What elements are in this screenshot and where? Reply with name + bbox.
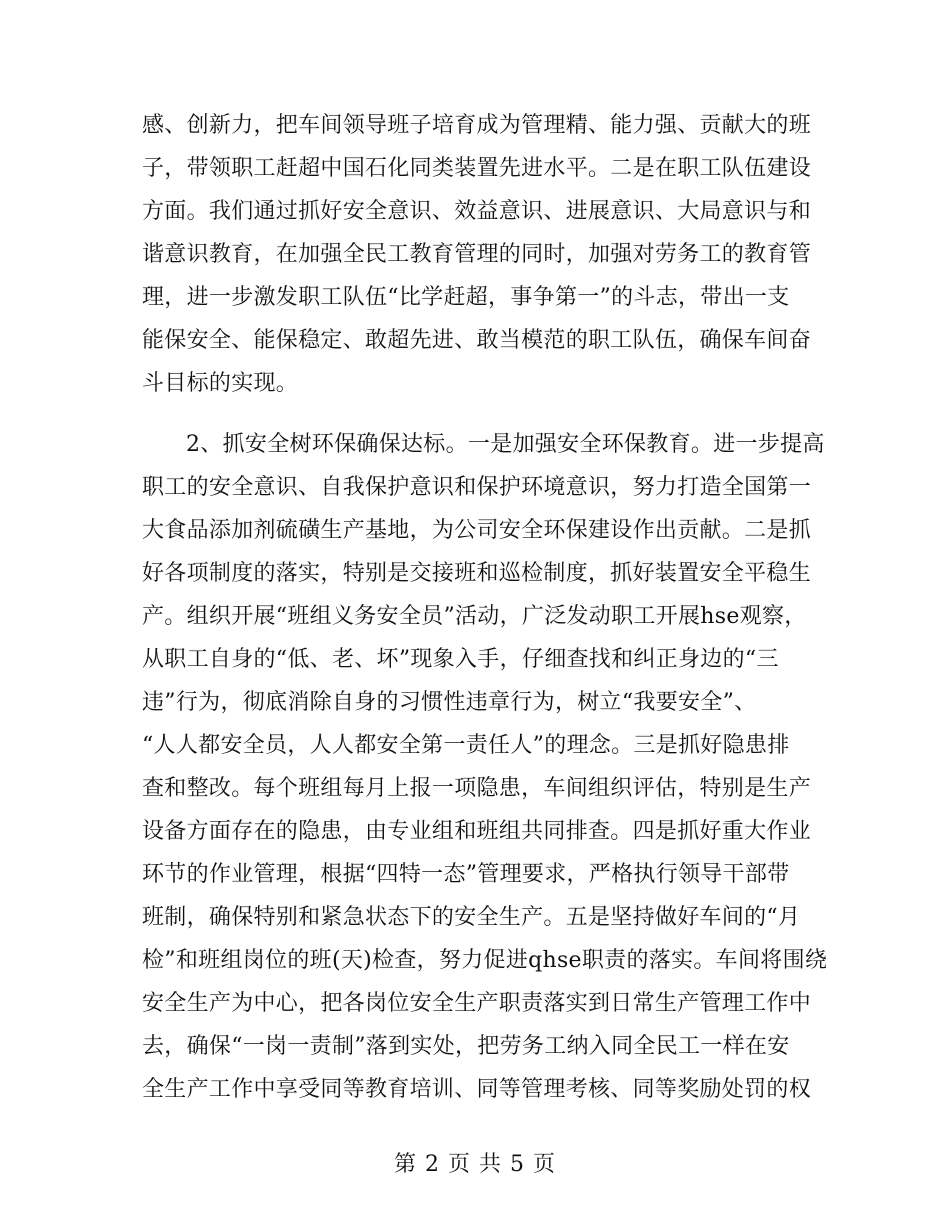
paragraph-line: 能保安全、能保稳定、敢超先进、敢当模范的职工队伍，确保车间奋 [142,328,812,353]
paragraph-line: 大食品添加剂硫磺生产基地，为公司安全环保建设作出贡献。二是抓 [142,518,812,543]
paragraph-line: 产。组织开展“班组义务安全员”活动，广泛发动职工开展hse观察， [142,604,807,629]
paragraph-line: 职工的安全意识、自我保护意识和保护环境意识，努力打造全国第一 [142,475,812,500]
paragraph-line: 谐意识教育，在加强全民工教育管理的同时，加强对劳务工的教育管 [142,242,812,267]
paragraph-line: 2、抓安全树环保确保达标。一是加强安全环保教育。进一步提高 [186,432,825,457]
paragraph-line: 环节的作业管理，根据“四特一态”管理要求，严格执行领导干部带 [142,862,790,887]
paragraph-line: 方面。我们通过抓好安全意识、效益意识、进展意识、大局意识与和 [142,199,812,224]
paragraph-line: 查和整改。每个班组每月上报一项隐患，车间组织评估，特别是生产 [142,776,812,801]
paragraph-line: 安全生产为中心，把各岗位安全生产职责落实到日常生产管理工作中 [142,991,812,1016]
paragraph-line: 子，带领职工赶超中国石化同类装置先进水平。二是在职工队伍建设 [142,156,812,181]
paragraph-line: 从职工自身的“低、老、坏”现象入手，仔细查找和纠正身边的“三 [142,647,779,672]
page-number: 第 2 页 共 5 页 [394,1152,556,1177]
paragraph-line: 设备方面存在的隐患，由专业组和班组共同排查。四是抓好重大作业 [142,819,812,844]
paragraph-line: 检”和班组岗位的班(天)检查，努力促进qhse职责的落实。车间将围绕 [142,948,828,973]
paragraph-line: 斗目标的实现。 [142,371,299,396]
paragraph-line: 班制，确保特别和紧急状态下的安全生产。五是坚持做好车间的“月 [142,905,801,930]
paragraph-line: 全生产工作中享受同等教育培训、同等管理考核、同等奖励处罚的权 [142,1077,812,1102]
paragraph-line: 感、创新力，把车间领导班子培育成为管理精、能力强、贡献大的班 [142,113,812,138]
paragraph-line: 去，确保“一岗一责制”落到实处，把劳务工纳入同全民工一样在安 [142,1034,790,1059]
paragraph-line: 理，进一步激发职工队伍“比学赶超，事争第一”的斗志，带出一支 [142,285,790,310]
paragraph-line: 好各项制度的落实，特别是交接班和巡检制度，抓好装置安全平稳生 [142,561,812,586]
paragraph-line: “人人都安全员，人人都安全第一责任人”的理念。三是抓好隐患排 [142,733,790,758]
paragraph-line: 违”行为，彻底消除自身的习惯性违章行为，树立“我要安全”、 [142,690,757,715]
